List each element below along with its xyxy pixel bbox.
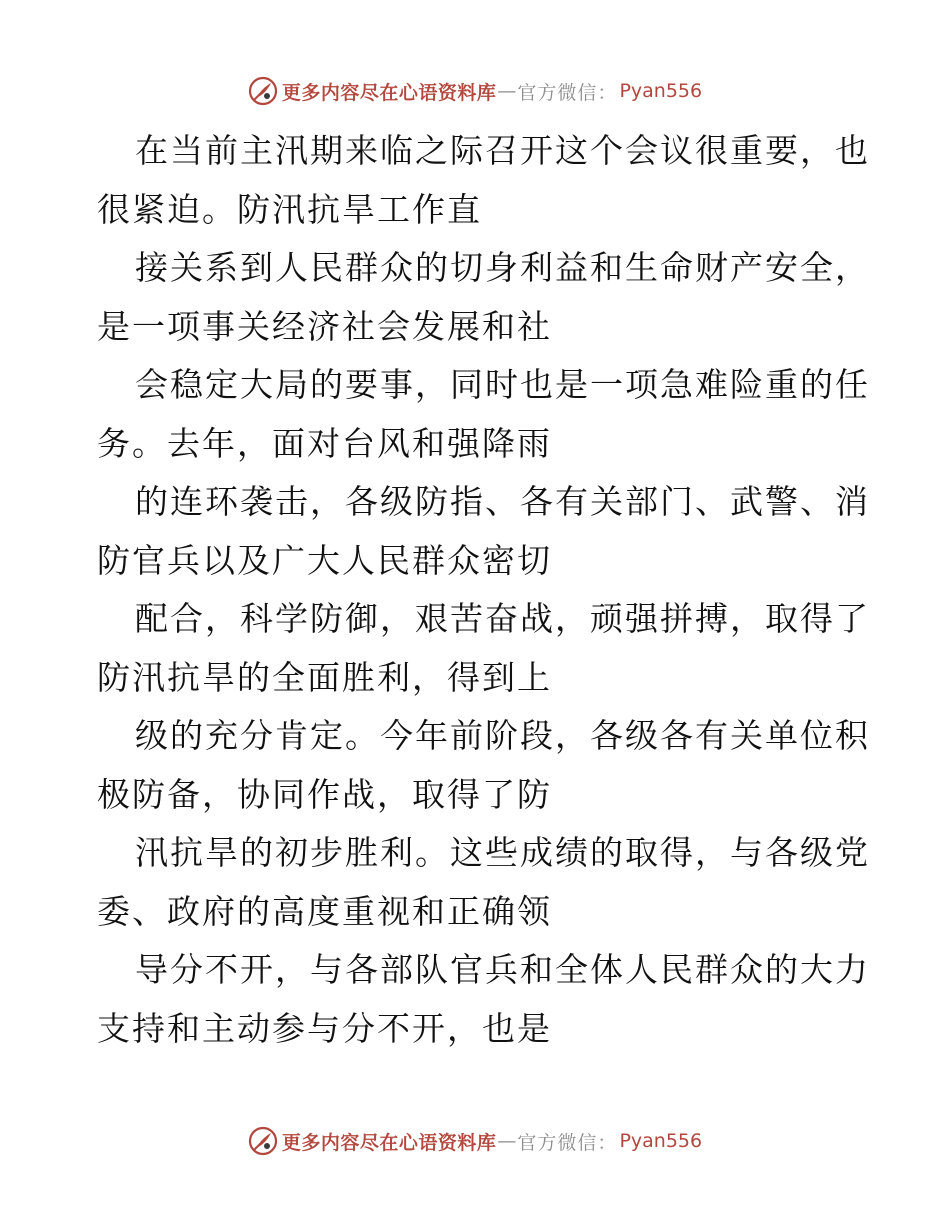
document-body [97,122,870,1058]
text-line: 防汛抗旱的全面胜利，得到上 [97,657,552,697]
text-line: 务。去年，面对台风和强降雨 [97,423,552,463]
watermark-dash: — [497,1130,517,1152]
text-line: 的连环袭击，各级防指、各有关部门、武警、消 [135,482,870,521]
text-line: 极防备，协同作战，取得了防 [97,774,552,814]
text-line: 支持和主动参与分不开，也是 [97,1008,552,1048]
footer-watermark [0,1124,950,1158]
text-line: 在当前主汛期来临之际召开这个会议很重要，也 [135,131,870,170]
watermark-brand-text: 更多内容尽在心语资料库 [281,81,497,104]
feather-pen-logo-icon [248,1126,278,1156]
text-line: 接关系到人民群众的切身利益和生命财产安全， [135,248,870,287]
watermark-dash: — [497,80,517,102]
text-line: 级的充分肯定。今年前阶段，各级各有关单位积 [135,716,870,755]
watermark-wechat-id: Pyan556 [619,1130,703,1152]
text-line: 汛抗旱的初步胜利。这些成绩的取得，与各级党 [135,833,870,872]
text-line: 会稳定大局的要事，同时也是一项急难险重的任 [135,365,870,404]
text-line: 防官兵以及广大人民群众密切 [97,540,552,580]
text-line: 是一项事关经济社会发展和社 [97,306,552,346]
feather-pen-logo-icon [248,76,278,106]
text-line: 委、政府的高度重视和正确领 [97,891,552,931]
watermark-wechat-id: Pyan556 [619,80,703,102]
watermark-brand-text: 更多内容尽在心语资料库 [281,1131,497,1154]
text-line: 导分不开，与各部队官兵和全体人民群众的大力 [135,950,870,989]
header-watermark [0,74,950,108]
text-line: 配合，科学防御，艰苦奋战，顽强拼搏，取得了 [135,599,870,638]
watermark-official-label: 官方微信： [517,1131,618,1154]
text-line: 很紧迫。防汛抗旱工作直 [97,189,482,229]
watermark-official-label: 官方微信： [517,81,618,104]
